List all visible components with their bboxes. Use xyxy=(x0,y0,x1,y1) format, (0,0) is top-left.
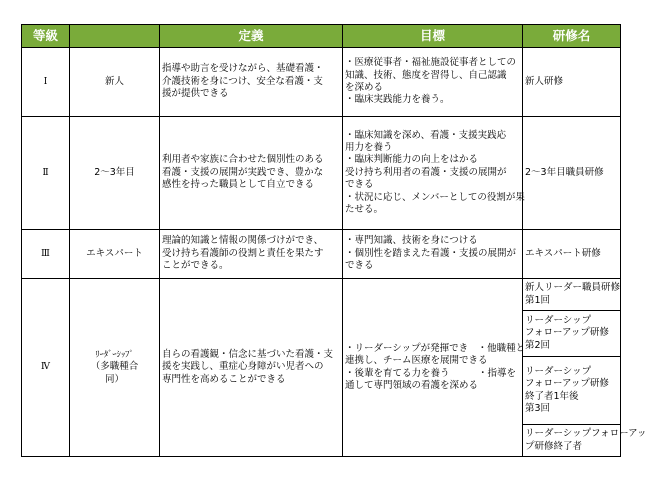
training-cell xyxy=(523,357,621,425)
training-cell xyxy=(523,230,621,279)
definition-line: 感性を持った職員として自立できる xyxy=(162,179,315,191)
level-cell: Ⅱ xyxy=(22,117,70,230)
definition-line: 理論的知識と情報の関係づけができ、 xyxy=(162,235,324,247)
training-line: 新人リーダー職員研修 xyxy=(525,282,621,294)
training-line: 第1回 xyxy=(525,294,551,306)
training-name: 2～3年目職員研修 xyxy=(525,166,604,178)
training-line: プ研修終了者 xyxy=(525,440,583,452)
goal-line: たせる。 xyxy=(345,204,384,216)
goal-line: ・状況に応じ、メンバーとしての役割が果 xyxy=(345,191,525,203)
goal-line: 通して専門領域の看護を深める xyxy=(345,379,479,391)
training-name: 新人研修 xyxy=(525,75,564,87)
goal-line: ・臨床知識を深め、看護・支援実践応 xyxy=(345,129,507,141)
goal-line: ・臨床実践能力を養う。 xyxy=(345,94,450,106)
training-line: フォローアップ研修 xyxy=(525,327,609,339)
goal-line: を深める xyxy=(345,82,384,93)
table-row xyxy=(22,230,621,279)
definition-line: 援を実践し、重症心身障がい児者への xyxy=(162,361,324,373)
header-goal: 目標 xyxy=(343,25,523,48)
name-cell: 2～3年目 xyxy=(70,117,160,230)
goal-line: ・専門知識、技術を身につける xyxy=(345,235,478,247)
training-cell xyxy=(523,48,621,117)
table-row xyxy=(22,48,621,117)
goal-line: ・医療従事者・福祉施設従事者としての xyxy=(345,57,517,69)
training-line: リーダーシップ xyxy=(525,314,592,326)
training-line: 終了者1年後 xyxy=(525,390,579,402)
definition-line: 指導や助言を受けながら、基礎看護・ xyxy=(162,63,324,75)
definition-line: 受け持ち看護師の役割と責任を果たす xyxy=(162,247,324,259)
goal-line: 知識、技術、態度を習得し、自己認識 xyxy=(345,69,507,81)
training-line: リーダーシップ xyxy=(525,365,592,377)
name-line: （多職種合 xyxy=(90,361,139,373)
definition-line: 利用者や家族に合わせた個別性のある xyxy=(162,154,324,166)
goal-line: ・個別性を踏まえた看護・支援の展開が xyxy=(345,247,517,259)
goal-cell xyxy=(343,48,523,117)
goal-line: 用力を養う xyxy=(345,141,393,153)
definition-cell xyxy=(160,230,343,279)
definition-line: 自らの看護観・信念に基づいた看護・支 xyxy=(162,348,334,360)
header-level: 等級 xyxy=(22,25,70,48)
goal-cell xyxy=(343,279,526,457)
name-cell: 新人 xyxy=(70,48,160,117)
definition-line: 専門性を高めることができる xyxy=(162,373,286,385)
goal-line: ・リーダーシップが発揮でき ・他職種と xyxy=(345,342,526,354)
goal-cell xyxy=(343,230,523,279)
goal-line: ・後輩を育てる力を養う ・指導を xyxy=(345,367,517,379)
definition-line: 看護・支援の展開が実践でき、豊かな xyxy=(162,166,324,178)
goal-cell xyxy=(343,117,523,230)
header-definition: 定義 xyxy=(160,25,343,48)
level-cell: Ⅳ xyxy=(22,279,70,457)
header-spacer xyxy=(70,25,160,48)
goal-line: できる xyxy=(345,260,374,272)
training-cell xyxy=(523,117,621,230)
training-name: エキスパート研修 xyxy=(525,247,601,259)
training-cell xyxy=(523,425,647,457)
training-line: 第2回 xyxy=(525,339,551,351)
level-cell: Ⅲ xyxy=(22,230,70,279)
name-cell: エキスパート xyxy=(70,230,160,279)
table-row xyxy=(22,117,621,230)
level-cell: Ⅰ xyxy=(22,48,70,117)
training-level-table xyxy=(21,24,647,457)
training-line: 第3回 xyxy=(525,402,551,414)
goal-line: できる xyxy=(345,179,374,191)
training-line: リーダーシップフォローアッ xyxy=(525,428,647,440)
name-line: 同） xyxy=(104,373,124,385)
table-header-row xyxy=(22,25,621,48)
definition-cell xyxy=(160,117,343,230)
training-cell xyxy=(523,279,621,311)
goal-line: ・臨床判断能力の向上をはかる xyxy=(345,154,479,166)
name-line: ﾘｰﾀﾞｰｼｯﾌﾟ xyxy=(95,349,134,360)
definition-line: ことができる。 xyxy=(162,260,229,272)
training-cell xyxy=(523,311,621,357)
definition-cell xyxy=(160,48,343,117)
definition-line: 援が提供できる xyxy=(162,88,229,100)
definition-cell xyxy=(160,279,343,457)
definition-line: 介護技術を身につけ、安全な看護・支 xyxy=(162,75,323,87)
table-row xyxy=(22,279,621,311)
training-line: フォローアップ研修 xyxy=(525,378,609,390)
name-cell xyxy=(70,279,160,457)
goal-line: 受け持ち利用者の看護・支援の展開が xyxy=(345,166,507,178)
goal-line: 連携し、チーム医療を展開できる xyxy=(345,355,488,367)
header-training: 研修名 xyxy=(523,25,621,48)
